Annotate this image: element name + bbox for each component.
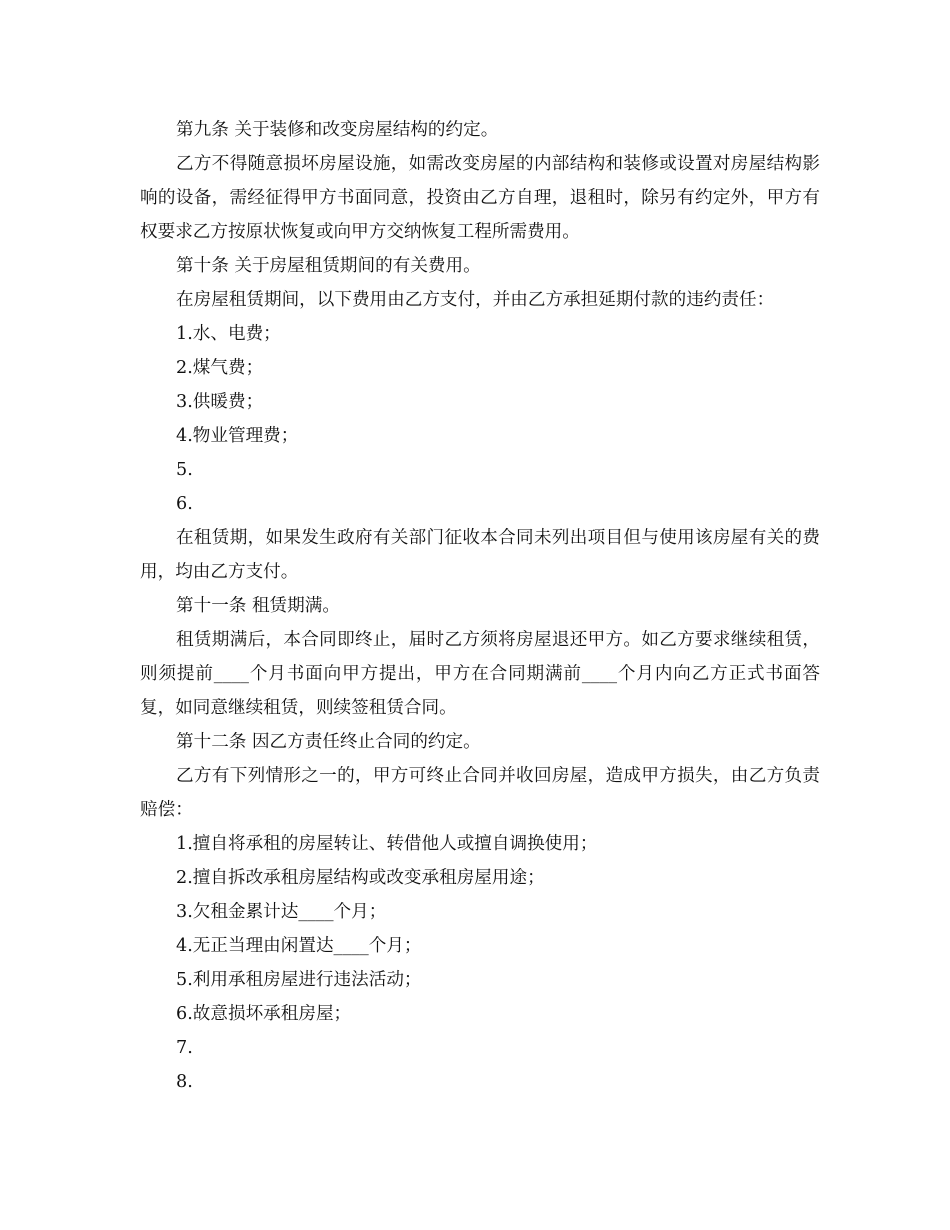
article-10-heading: 第十条 关于房屋租赁期间的有关费用。 — [176, 256, 481, 276]
termination-item-7: 7. — [176, 1038, 193, 1058]
fee-item-6: 6. — [176, 494, 193, 514]
termination-item-8: 8. — [176, 1072, 193, 1092]
termination-item-6: 6.故意损坏承租房屋； — [176, 1004, 352, 1024]
fee-item-3: 3.供暖费； — [176, 392, 264, 412]
termination-item-2: 2.擅自拆改承租房屋结构或改变承租房屋用途； — [176, 868, 545, 888]
article-10-body: 在房屋租赁期间，以下费用由乙方支付，并由乙方承担延期付款的违约责任： — [176, 290, 775, 310]
termination-item-1: 1.擅自将承租的房屋转让、转借他人或擅自调换使用； — [176, 834, 598, 854]
article-9-body: 乙方不得随意损坏房屋设施，如需改变房屋的内部结构和装修或设置对房屋结构影响的设备，需经征得甲方书面同意，投资由乙方自理，退租时，除另有约定外，甲方有权要求乙方按原状恢复或向甲方交纳恢复工程所需费用。 — [140, 154, 820, 242]
article-12-body: 乙方有下列情形之一的，甲方可终止合同并收回房屋，造成甲方损失，由乙方负责赔偿： — [140, 766, 820, 820]
termination-item-5: 5.利用承租房屋进行违法活动； — [176, 970, 422, 990]
fee-item-5: 5. — [176, 460, 193, 480]
termination-item-3: 3.欠租金累计达____个月； — [176, 902, 387, 922]
termination-item-4: 4.无正当理由闲置达____个月； — [176, 936, 422, 956]
article-11-body: 租赁期满后，本合同即终止，届时乙方须将房屋退还甲方。如乙方要求继续租赁，则须提前____个月书面向甲方提出，甲方在合同期满前____个月内向乙方正式书面答复，如同意继续租赁，则续签租赁合同。 — [140, 630, 820, 718]
fee-item-2: 2.煤气费； — [176, 358, 264, 378]
article-9-heading: 第九条 关于装修和改变房屋结构的约定。 — [176, 120, 499, 140]
article-12-heading: 第十二条 因乙方责任终止合同的约定。 — [176, 732, 481, 752]
document-body — [140, 113, 820, 1099]
fee-item-4: 4.物业管理费； — [176, 426, 299, 446]
article-11-heading: 第十一条 租赁期满。 — [176, 596, 340, 616]
article-10-extra: 在租赁期，如果发生政府有关部门征收本合同未列出项目但与使用该房屋有关的费用，均由乙方支付。 — [140, 528, 820, 582]
fee-item-1: 1.水、电费； — [176, 324, 281, 344]
